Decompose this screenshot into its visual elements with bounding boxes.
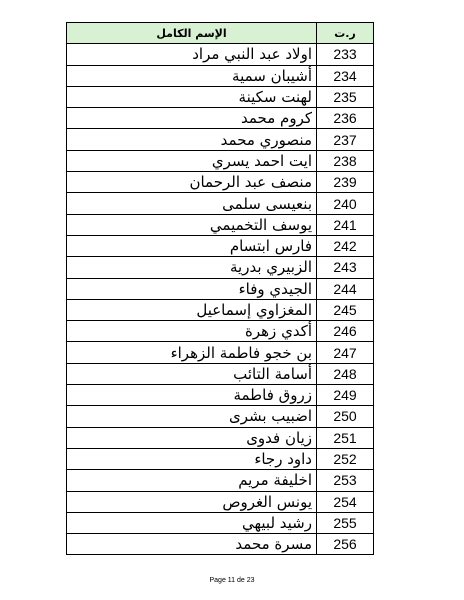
serial-number-cell: 248: [317, 363, 374, 384]
table-row: [67, 470, 374, 491]
table-row: [67, 44, 374, 65]
table-row: [67, 235, 374, 256]
serial-number-cell: 253: [317, 470, 374, 491]
full-name-cell: اولاد عبد النبي مراد: [67, 44, 317, 65]
table-row: [67, 65, 374, 86]
table-row: [67, 321, 374, 342]
full-name-cell: أكدي زهرة: [67, 321, 317, 342]
serial-number-cell: 237: [317, 129, 374, 150]
full-name-cell: بن خجو فاطمة الزهراء: [67, 342, 317, 363]
full-name-cell: اضبيب بشرى: [67, 406, 317, 427]
full-name-cell: لهنت سكينة: [67, 86, 317, 107]
table-row: [67, 406, 374, 427]
full-name-cell: منصف عبد الرحمان: [67, 172, 317, 193]
full-name-cell: زروق فاطمة: [67, 385, 317, 406]
serial-number-cell: 251: [317, 427, 374, 448]
serial-number-cell: 241: [317, 214, 374, 235]
full-name-cell: رشيد لبيهي: [67, 512, 317, 533]
serial-number-cell: 244: [317, 278, 374, 299]
table-row: [67, 278, 374, 299]
table-row: [67, 257, 374, 278]
full-name-cell: يوسف التخميمي: [67, 214, 317, 235]
serial-number-cell: 235: [317, 86, 374, 107]
full-name-cell: اخليفة مريم: [67, 470, 317, 491]
table-row: [67, 534, 374, 555]
serial-number-cell: 246: [317, 321, 374, 342]
serial-number-cell: 242: [317, 235, 374, 256]
page-footer: Page 11 de 23: [209, 577, 255, 584]
table-row: [67, 172, 374, 193]
table-row: [67, 512, 374, 533]
full-name-cell: الجيدي وفاء: [67, 278, 317, 299]
full-name-cell: داود رجاء: [67, 448, 317, 469]
serial-number-cell: 243: [317, 257, 374, 278]
table-row: [67, 193, 374, 214]
serial-number-cell: 252: [317, 448, 374, 469]
full-name-cell: منصوري محمد: [67, 129, 317, 150]
full-name-cell: أشيبان سمية: [67, 65, 317, 86]
table-row: [67, 150, 374, 171]
table-row: [67, 363, 374, 384]
full-name-cell: ايت احمد يسري: [67, 150, 317, 171]
table-row: [67, 427, 374, 448]
header-serial-number: ر.ت: [317, 23, 374, 44]
table-row: [67, 342, 374, 363]
table-header-row: [67, 23, 374, 44]
table-row: [67, 385, 374, 406]
serial-number-cell: 247: [317, 342, 374, 363]
table-body: [67, 44, 374, 555]
serial-number-cell: 239: [317, 172, 374, 193]
serial-number-cell: 249: [317, 385, 374, 406]
full-name-cell: الزبيري بدرية: [67, 257, 317, 278]
table-row: [67, 448, 374, 469]
full-name-cell: أسامة التائب: [67, 363, 317, 384]
names-table: [66, 22, 374, 555]
serial-number-cell: 255: [317, 512, 374, 533]
table-row: [67, 491, 374, 512]
serial-number-cell: 234: [317, 65, 374, 86]
full-name-cell: بنعيسى سلمى: [67, 193, 317, 214]
header-full-name: الإسم الكامل: [67, 23, 317, 44]
table-row: [67, 86, 374, 107]
serial-number-cell: 254: [317, 491, 374, 512]
full-name-cell: كروم محمد: [67, 108, 317, 129]
table-row: [67, 214, 374, 235]
full-name-cell: يونس الغروص: [67, 491, 317, 512]
serial-number-cell: 238: [317, 150, 374, 171]
table-row: [67, 299, 374, 320]
serial-number-cell: 233: [317, 44, 374, 65]
full-name-cell: مسرة محمد: [67, 534, 317, 555]
serial-number-cell: 250: [317, 406, 374, 427]
serial-number-cell: 236: [317, 108, 374, 129]
full-name-cell: فارس ابتسام: [67, 235, 317, 256]
table-row: [67, 129, 374, 150]
full-name-cell: المغزاوي إسماعيل: [67, 299, 317, 320]
serial-number-cell: 245: [317, 299, 374, 320]
table-row: [67, 108, 374, 129]
serial-number-cell: 240: [317, 193, 374, 214]
serial-number-cell: 256: [317, 534, 374, 555]
full-name-cell: زيان فدوى: [67, 427, 317, 448]
